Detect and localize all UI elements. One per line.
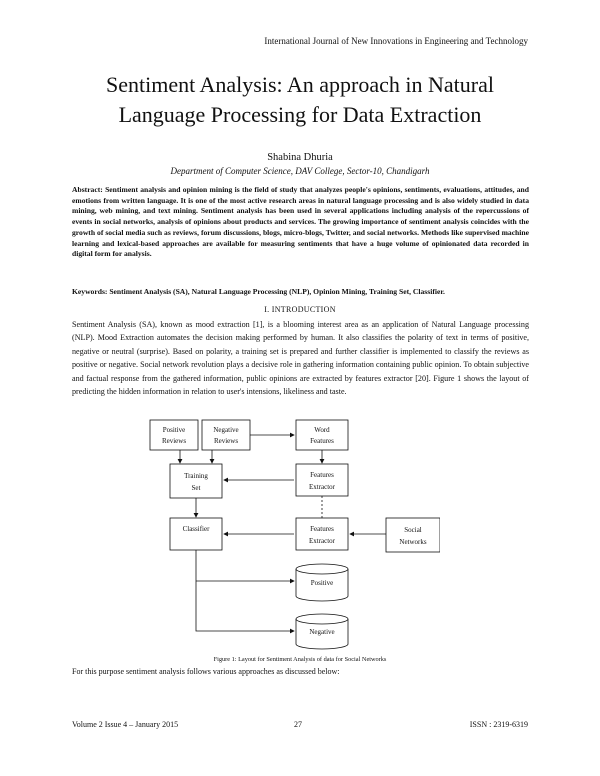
journal-header: International Journal of New Innovations in Engineering and Technology	[264, 36, 528, 46]
author-affiliation: Department of Computer Science, DAV College, Sector-10, Chandigarh	[170, 166, 430, 176]
node-features-extractor-top	[296, 464, 348, 496]
footer-volume: Volume 2 Issue 4 – January 2015	[72, 720, 179, 729]
label-features-extractor-mid-2: Extractor	[308, 537, 336, 545]
label-classifier: Classifier	[182, 525, 210, 533]
author-name: Shabina Dhuria	[267, 152, 333, 163]
abstract: Abstract: Sentiment analysis and opinion mining is the field of study that analyzes people's opinions, sentiments, evaluations, attitudes, and emotions from written language. It is one of the most active research areas in natural language processing and is also widely studied in data mining, web mining, and text mining. Sentiment analysis has been used in several applications including analysis of the repercussions of events in social networks, analysis of opinions about products and services. The growing importance of sentiment analysis coincides with the growth of social media such as reviews, forum discussions, blogs, micro-blogs, Twitter, and social networks. Methods like supervised machine learning and lexical-based approaches are available for measuring sentiments that have a huge volume of opinionated data recorded in digital form for analysis.	[72, 185, 529, 259]
paper-title	[40, 70, 560, 130]
label-positive-db: Positive	[310, 579, 334, 587]
label-word-features-1: Word	[314, 426, 330, 434]
node-positive-reviews	[150, 420, 198, 450]
label-negative-reviews-2: Reviews	[213, 437, 239, 445]
node-training-set	[170, 464, 222, 498]
label-positive-reviews-2: Reviews	[161, 437, 187, 445]
figure-caption: Figure 1: Layout for Sentiment Analysis of data for Social Networks	[213, 656, 387, 663]
node-features-extractor-mid	[296, 518, 348, 550]
node-social-networks	[386, 518, 440, 552]
title-line-1: Sentiment Analysis: An approach in Natural	[106, 72, 494, 97]
arrow-classifier-to-negative	[196, 550, 294, 631]
keywords: Keywords: Sentiment Analysis (SA), Natural Language Processing (NLP), Opinion Mining, Training Set, Classifier.	[72, 287, 445, 296]
introduction-paragraph: Sentiment Analysis (SA), known as mood extraction [1], is a blooming interest area as an application of Natural Language processing (NLP). Mood Extraction automates the decision making performed by human. It also classifies the polarity of text in terms of positive, negative or neutral (surprise). Based on polarity, a training set is prepared and further classifier is implemented to classify the reviews as positive or negative. Social network revolution plays a decisive role in gathering information containing public opinion. To obtain subjective and factual response from the gathered information, public opinions are extracted by features extractor [20]. Figure 1 shows the layout of predicting the hidden information in relation to user's intensions, likeliness and taste.	[72, 320, 529, 397]
node-negative-reviews	[202, 420, 250, 450]
label-features-extractor-top-1: Features	[310, 471, 334, 479]
label-features-extractor-top-2: Extractor	[308, 483, 336, 491]
label-social-networks-1: Social	[404, 526, 422, 534]
node-word-features	[296, 420, 348, 450]
post-figure-text: For this purpose sentiment analysis follows various approaches as discussed below:	[72, 667, 340, 676]
label-positive-reviews-1: Positive	[162, 426, 186, 434]
footer-issn: ISSN : 2319-6319	[469, 720, 528, 729]
label-negative-reviews-1: Negative	[213, 426, 239, 434]
label-negative-db: Negative	[309, 628, 335, 636]
label-social-networks-2: Networks	[399, 538, 427, 546]
label-training-set-1: Training	[184, 472, 208, 480]
section-heading: I. INTRODUCTION	[264, 305, 336, 314]
label-word-features-2: Features	[310, 437, 334, 445]
title-line-2: Language Processing for Data Extraction	[118, 102, 482, 127]
node-classifier	[170, 518, 222, 550]
label-features-extractor-mid-1: Features	[310, 525, 334, 533]
label-training-set-2: Set	[191, 484, 201, 492]
footer-page-number: 27	[294, 720, 302, 729]
figure-1-diagram	[140, 418, 440, 654]
